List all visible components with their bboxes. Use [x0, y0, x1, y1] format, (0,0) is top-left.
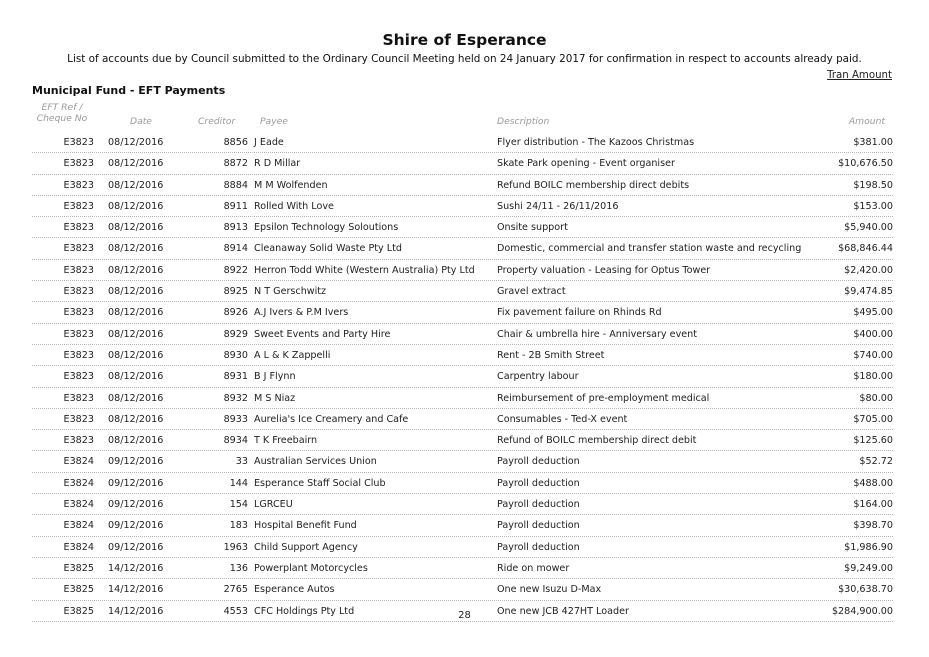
creditor-cell: 8929 [223, 328, 248, 340]
amount-cell: $495.00 [853, 307, 893, 319]
creditor-cell: 2765 [223, 584, 248, 596]
amount-cell: $153.00 [853, 200, 893, 212]
creditor-cell: 8926 [223, 307, 248, 319]
description-cell: One new JCB 427HT Loader [497, 605, 629, 617]
date-cell: 14/12/2016 [108, 584, 164, 596]
date-cell: 09/12/2016 [108, 541, 164, 553]
payee-cell: Esperance Staff Social Club [254, 477, 386, 489]
date-cell: 14/12/2016 [108, 605, 164, 617]
date-cell: 08/12/2016 [108, 222, 164, 234]
eft-ref-cell: E3823 [63, 435, 94, 447]
page-number: 28 [458, 610, 471, 621]
date-cell: 08/12/2016 [108, 264, 164, 276]
payee-cell: Esperance Autos [254, 584, 335, 596]
description-cell: Refund of BOILC membership direct debit [497, 435, 697, 447]
description-cell: Chair & umbrella hire - Anniversary event [497, 328, 697, 340]
column-header-payee: Payee [260, 116, 288, 127]
payee-cell: Child Support Agency [254, 541, 358, 553]
date-cell: 09/12/2016 [108, 456, 164, 468]
amount-cell: $180.00 [853, 371, 893, 383]
table-row [32, 409, 893, 430]
description-cell: Payroll deduction [497, 541, 580, 553]
payee-cell: Herron Todd White (Western Australia) Pty Ltd [254, 264, 475, 276]
date-cell: 08/12/2016 [108, 137, 164, 148]
date-cell: 08/12/2016 [108, 413, 164, 425]
eft-ref-cell: E3823 [63, 307, 94, 319]
table-row [32, 558, 893, 579]
eft-ref-cell: E3823 [63, 222, 94, 234]
payee-cell: Australian Services Union [254, 456, 377, 468]
eft-ref-cell: E3823 [63, 137, 94, 148]
creditor-cell: 8930 [223, 349, 248, 361]
amount-cell: $9,474.85 [844, 286, 893, 298]
eft-ref-cell: E3823 [63, 200, 94, 212]
table-row [32, 345, 893, 366]
amount-cell: $398.70 [853, 520, 893, 532]
payee-cell: CFC Holdings Pty Ltd [254, 605, 355, 617]
table-row [32, 281, 893, 302]
creditor-cell: 8922 [223, 264, 248, 276]
amount-cell: $80.00 [859, 392, 893, 404]
table-row [32, 324, 893, 345]
table-row [32, 260, 893, 281]
eft-ref-cell: E3823 [63, 413, 94, 425]
table-row [32, 153, 893, 174]
tran-amount-label: Tran Amount [827, 70, 892, 81]
description-cell: Rent - 2B Smith Street [497, 349, 605, 361]
creditor-cell: 8911 [223, 200, 248, 212]
description-cell: Payroll deduction [497, 456, 580, 468]
amount-cell: $381.00 [853, 137, 893, 148]
column-header-eft-ref-line1: EFT Ref / [41, 102, 83, 113]
creditor-cell: 8925 [223, 286, 248, 298]
date-cell: 08/12/2016 [108, 243, 164, 255]
table-row [32, 217, 893, 238]
creditor-cell: 4553 [223, 605, 248, 617]
creditor-cell: 8914 [223, 243, 248, 255]
payee-cell: M S Niaz [254, 392, 296, 404]
amount-cell: $9,249.00 [844, 562, 893, 574]
table-row [32, 430, 893, 451]
description-cell: Ride on mower [497, 562, 570, 574]
description-cell: One new Isuzu D-Max [497, 584, 602, 596]
payee-cell: Sweet Events and Party Hire [254, 328, 391, 340]
eft-ref-cell: E3824 [63, 499, 94, 511]
date-cell: 09/12/2016 [108, 520, 164, 532]
amount-cell: $125.60 [853, 435, 893, 447]
amount-cell: $164.00 [853, 499, 893, 511]
column-header-eft-ref [34, 102, 90, 128]
column-header-amount: Amount [848, 116, 885, 127]
amount-cell: $52.72 [859, 456, 893, 468]
description-cell: Domestic, commercial and transfer station waste and recycling [497, 243, 802, 255]
payee-cell: Epsilon Technology Soloutions [254, 222, 399, 234]
date-cell: 08/12/2016 [108, 392, 164, 404]
date-cell: 09/12/2016 [108, 477, 164, 489]
table-row [32, 366, 893, 387]
eft-ref-cell: E3825 [63, 562, 94, 574]
creditor-cell: 144 [229, 477, 248, 489]
eft-ref-cell: E3823 [63, 243, 94, 255]
amount-cell: $2,420.00 [844, 264, 893, 276]
date-cell: 14/12/2016 [108, 562, 164, 574]
payee-cell: Rolled With Love [254, 200, 334, 212]
amount-cell: $488.00 [853, 477, 893, 489]
date-cell: 08/12/2016 [108, 371, 164, 383]
creditor-cell: 8932 [223, 392, 248, 404]
creditor-cell: 1963 [223, 541, 248, 553]
payee-cell: Cleanaway Solid Waste Pty Ltd [254, 243, 402, 255]
date-cell: 09/12/2016 [108, 499, 164, 511]
table-row [32, 451, 893, 472]
column-header-eft-ref-line2: Cheque No [36, 113, 88, 124]
creditor-cell: 8856 [223, 137, 248, 148]
date-cell: 08/12/2016 [108, 158, 164, 170]
creditor-cell: 8884 [223, 179, 248, 191]
eft-ref-cell: E3823 [63, 349, 94, 361]
amount-cell: $284,900.00 [831, 605, 893, 617]
eft-ref-cell: E3824 [63, 541, 94, 553]
description-cell: Payroll deduction [497, 499, 580, 511]
description-cell: Refund BOILC membership direct debits [497, 179, 690, 191]
payee-cell: Aurelia's Ice Creamery and Cafe [254, 413, 409, 425]
amount-cell: $10,676.50 [838, 158, 893, 170]
payee-cell: LGRCEU [254, 499, 293, 511]
creditor-cell: 8933 [223, 413, 248, 425]
eft-ref-cell: E3824 [63, 477, 94, 489]
eft-ref-cell: E3824 [63, 456, 94, 468]
creditor-cell: 8913 [223, 222, 248, 234]
amount-cell: $1,986.90 [844, 541, 893, 553]
description-cell: Carpentry labour [497, 371, 579, 383]
payee-cell: B J Flynn [254, 371, 296, 383]
payee-cell: T K Freebairn [254, 435, 318, 447]
eft-ref-cell: E3823 [63, 158, 94, 170]
description-cell: Sushi 24/11 - 26/11/2016 [497, 200, 619, 212]
date-cell: 08/12/2016 [108, 328, 164, 340]
payee-cell: R D Millar [254, 158, 301, 170]
amount-cell: $705.00 [853, 413, 893, 425]
date-cell: 08/12/2016 [108, 200, 164, 212]
table-row [32, 196, 893, 217]
eft-ref-cell: E3823 [63, 371, 94, 383]
amount-cell: $68,846.44 [838, 243, 893, 255]
description-cell: Skate Park opening - Event organiser [497, 158, 675, 170]
eft-ref-cell: E3823 [63, 264, 94, 276]
date-cell: 08/12/2016 [108, 286, 164, 298]
description-cell: Payroll deduction [497, 477, 580, 489]
description-cell: Gravel extract [497, 286, 566, 298]
amount-cell: $400.00 [853, 328, 893, 340]
page-title: Shire of Esperance [382, 31, 547, 49]
amount-cell: $30,638.70 [838, 584, 893, 596]
payee-cell: Hospital Benefit Fund [254, 520, 357, 532]
eft-ref-cell: E3823 [63, 179, 94, 191]
table-row [32, 302, 893, 323]
table-row [32, 175, 893, 196]
creditor-cell: 183 [229, 520, 248, 532]
column-header-description: Description [497, 116, 550, 127]
date-cell: 08/12/2016 [108, 435, 164, 447]
date-cell: 08/12/2016 [108, 179, 164, 191]
description-cell: Fix pavement failure on Rhinds Rd [497, 307, 662, 319]
table-row [32, 537, 893, 558]
table-row [32, 238, 893, 259]
amount-cell: $198.50 [853, 179, 893, 191]
creditor-cell: 33 [235, 456, 248, 468]
date-cell: 08/12/2016 [108, 349, 164, 361]
table-row [32, 579, 893, 600]
description-cell: Property valuation - Leasing for Optus Tower [497, 264, 711, 276]
payee-cell: J Eade [254, 137, 284, 148]
creditor-cell: 8931 [223, 371, 248, 383]
payee-cell: A L & K Zappelli [254, 349, 331, 361]
payee-cell: M M Wolfenden [254, 179, 328, 191]
page-subtitle: List of accounts due by Council submitted to the Ordinary Council Meeting held on 24 January 2017 for confirmation in respect to accounts already paid. [67, 53, 862, 65]
amount-cell: $740.00 [853, 349, 893, 361]
creditor-cell: 154 [229, 499, 248, 511]
eft-ref-cell: E3823 [63, 392, 94, 404]
table-row [32, 473, 893, 494]
table-row [32, 132, 893, 153]
column-header-creditor: Creditor [198, 116, 236, 127]
creditor-cell: 8934 [223, 435, 248, 447]
table-row [32, 515, 893, 536]
eft-ref-cell: E3825 [63, 584, 94, 596]
table-row [32, 388, 893, 409]
description-cell: Onsite support [497, 222, 568, 234]
eft-ref-cell: E3825 [63, 605, 94, 617]
creditor-cell: 136 [229, 562, 248, 574]
amount-cell: $5,940.00 [844, 222, 893, 234]
payee-cell: Powerplant Motorcycles [254, 562, 368, 574]
payments-table [32, 132, 893, 622]
payee-cell: A.J Ivers & P.M Ivers [254, 307, 349, 319]
column-header-date: Date [130, 116, 152, 127]
eft-ref-cell: E3824 [63, 520, 94, 532]
description-cell: Flyer distribution - The Kazoos Christmas [497, 137, 695, 148]
section-title: Municipal Fund - EFT Payments [32, 84, 226, 97]
table-row [32, 494, 893, 515]
eft-ref-cell: E3823 [63, 328, 94, 340]
creditor-cell: 8872 [223, 158, 248, 170]
description-cell: Consumables - Ted-X event [497, 413, 628, 425]
payee-cell: N T Gerschwitz [254, 286, 327, 298]
eft-ref-cell: E3823 [63, 286, 94, 298]
date-cell: 08/12/2016 [108, 307, 164, 319]
description-cell: Reimbursement of pre-employment medical [497, 392, 710, 404]
description-cell: Payroll deduction [497, 520, 580, 532]
